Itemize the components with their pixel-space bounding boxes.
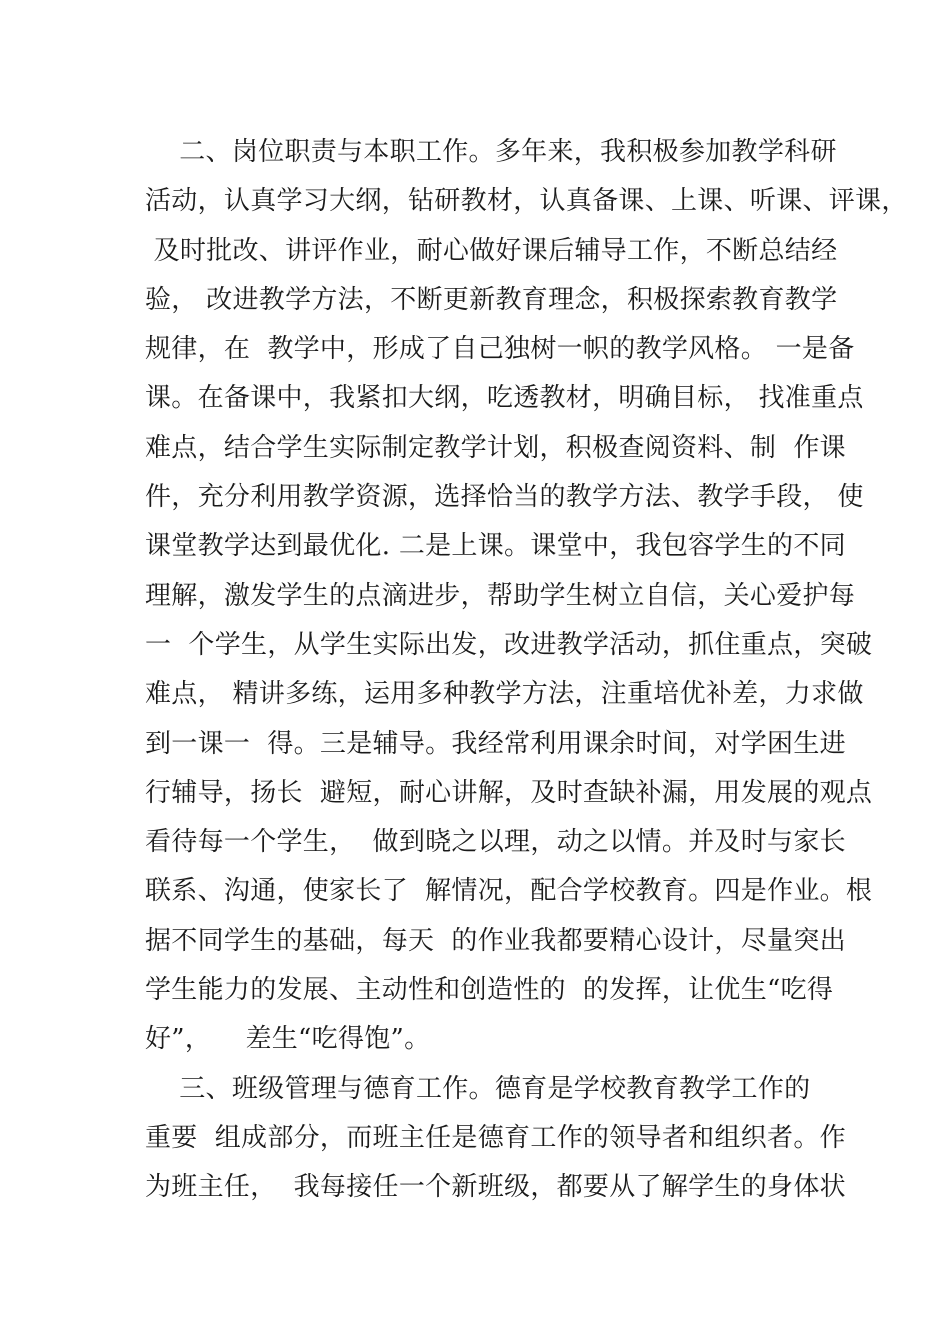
text-line: 课堂教学达到最优化. 二是上课。课堂中，我包容学生的不同	[145, 531, 846, 562]
text-line: 到一课一 得。三是辅导。我经常利用课余时间，对学困生进	[145, 728, 846, 759]
text-line: 难点，结合学生实际制定教学计划，积极查阅资料、制 作课	[145, 432, 846, 463]
text-line: 三、班级管理与德育工作。德育是学校教育教学工作的	[145, 1073, 811, 1104]
text-line: 一 个学生，从学生实际出发，改进教学活动，抓住重点，突破	[145, 629, 873, 660]
text-line: 规律，在 教学中，形成了自己独树一帜的教学风格。 一是备	[145, 334, 855, 365]
text-line: 课。在备课中，我紧扣大纲，吃透教材，明确目标， 找准重点	[145, 383, 864, 414]
text-line: 行辅导，扬长 避短，耐心讲解，及时查缺补漏，用发展的观点	[145, 777, 873, 808]
text-line: 据不同学生的基础，每天 的作业我都要精心设计，尽量突出	[145, 925, 846, 956]
text-line: 验， 改进教学方法，不断更新教育理念，积极探索教育教学	[145, 284, 838, 315]
text-line: 为班主任， 我每接任一个新班级，都要从了解学生的身体状	[145, 1172, 846, 1203]
text-line: 活动，认真学习大纲，钻研教材，认真备课、上课、听课、评课，	[145, 186, 908, 217]
text-line: 理解，激发学生的点滴进步，帮助学生树立自信，关心爱护每	[145, 580, 856, 611]
text-line: 二、岗位职责与本职工作。多年来，我积极参加教学科研	[145, 137, 837, 167]
text-line: 学生能力的发展、主动性和创造性的 的发挥，让优生“吃得	[145, 975, 834, 1006]
text-line: 看待每一个学生， 做到晓之以理，动之以情。并及时与家长	[145, 827, 846, 858]
body-text	[145, 128, 908, 1213]
text-line: 件，充分利用教学资源，选择恰当的教学方法、教学手段， 使	[145, 482, 864, 513]
text-line: 及时批改、讲评作业，耐心做好课后辅导工作，不断总结经	[145, 235, 838, 266]
text-line: 重要 组成部分，而班主任是德育工作的领导者和组织者。作	[145, 1122, 846, 1153]
text-line: 好”， 差生“吃得饱”。	[145, 1024, 431, 1055]
text-line: 难点， 精讲多练，运用多种教学方法，注重培优补差，力求做	[145, 679, 864, 710]
text-line: 联系、沟通，使家长了 解情况，配合学校教育。四是作业。根	[145, 876, 873, 907]
